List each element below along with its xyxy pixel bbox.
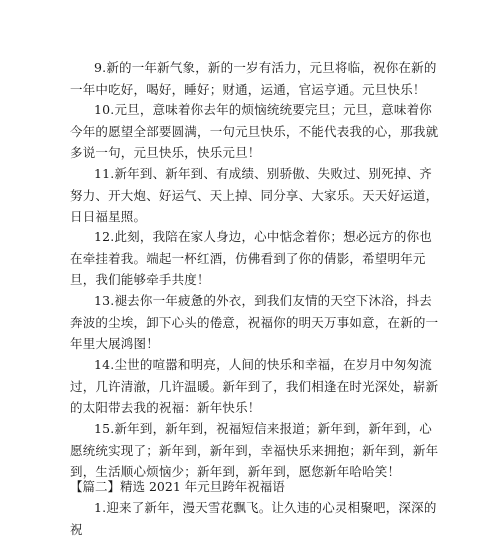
wish-11-paragraph: 11.新年到、新年到、有成绩、别骄傲、失败过、别死掉、齐努力、开大炮、好运气、天上掉、同分享、大家乐。天天好运道，日日福星照。 [70, 166, 439, 224]
wish-13-paragraph: 13.褪去你一年疲惫的外衣，到我们友情的天空下沐浴，抖去奔波的尘埃，卸下心头的倦意，祝福你的明天万事如意，在新的一年里大展鸿图！ [70, 293, 439, 351]
wish-15-paragraph: 15.新年到，新年到，祝福短信来报道；新年到，新年到，心愿统统实现了；新年到，新年到，幸福快乐来拥抱；新年到，新年到，生活顺心烦恼少；新年到，新年到，愿您新年哈哈笑！ [70, 421, 439, 479]
wish-10-paragraph: 10.元旦，意味着你去年的烦恼统统要完旦；元旦，意味着你今年的愿望全部要圆满，一句元旦快乐，不能代表我的心，那我就多说一句，元旦快乐，快乐元旦！ [70, 102, 439, 160]
section-title: 【篇二】精选 2021 年元旦跨年祝福语 [70, 479, 285, 494]
section-first-item: 1.迎来了新年，漫天雪花飘飞。让久违的心灵相聚吧，深深的祝 [70, 500, 437, 537]
wish-14-paragraph: 14.尘世的喧嚣和明亮，人间的快乐和幸福，在岁月中匆匆流过，几许清澈，几许温暖。新年到了，我们相逢在时光深处，崭新的太阳带去我的祝福：新年快乐！ [70, 357, 439, 415]
wish-9-paragraph: 9.新的一年新气象，新的一岁有活力，元旦将临，祝你在新的一年中吃好，喝好，睡好；财通，运通，官运亨通。元旦快乐！ [70, 60, 437, 97]
wish-12-paragraph: 12.此刻，我陪在家人身边，心中惦念着你；想必远方的你也在牵挂着我。端起一杯红酒，仿佛看到了你的倩影，希望明年元旦，我们能够牵手共度！ [70, 229, 432, 287]
